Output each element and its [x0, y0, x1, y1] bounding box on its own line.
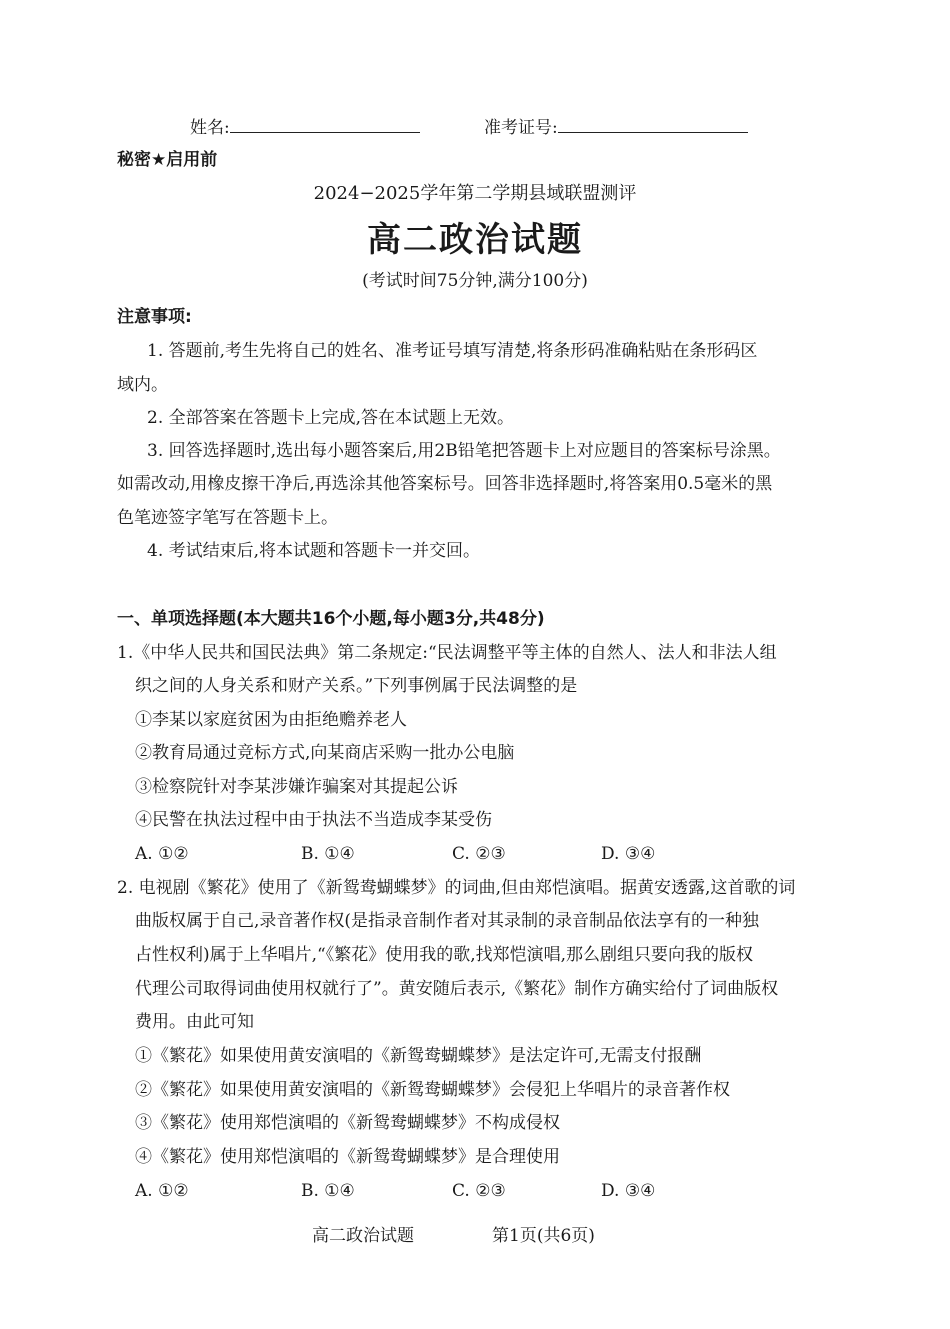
q2-statement: ③《繁花》使用郑恺演唱的《新鸳鸯蝴蝶梦》不构成侵权 — [135, 1113, 560, 1133]
id-field — [484, 116, 748, 138]
q2-stem: 占性权利)属于上华唱片,“《繁花》使用我的歌,找郑恺演唱,那么剧组只要向我的版权 — [135, 945, 754, 965]
notes-heading: 注意事项: — [117, 307, 192, 327]
q2-option: B. ①④ — [301, 1181, 355, 1201]
q1-statement: ③检察院针对李某涉嫌诈骗案对其提起公诉 — [135, 777, 458, 797]
q2-option: C. ②③ — [452, 1181, 506, 1201]
q2-option: A. ①② — [135, 1181, 189, 1201]
note-line: 1. 答题前,考生先将自己的姓名、准考证号填写清楚,将条形码准确粘贴在条形码区 — [147, 341, 758, 361]
note-line: 域内。 — [117, 375, 168, 395]
q1-option: C. ②③ — [452, 844, 506, 864]
q1-option: B. ①④ — [301, 844, 355, 864]
name-blank — [230, 116, 420, 133]
name-label: 姓名: — [190, 118, 230, 138]
page-title: 高二政治试题 — [367, 220, 583, 260]
q1-stem: 1.《中华人民共和国民法典》第二条规定:“民法调整平等主体的自然人、法人和非法人组 — [117, 643, 777, 663]
footer-page-number: 第1页(共6页) — [492, 1226, 595, 1246]
secret-mark: 秘密★启用前 — [117, 150, 218, 170]
note-line: 3. 回答选择题时,选出每小题答案后,用2B铅笔把答题卡上对应题目的答案标号涂黑。 — [147, 441, 781, 461]
q2-stem: 代理公司取得词曲使用权就行了”。黄安随后表示,《繁花》制作方确实给付了词曲版权 — [135, 979, 779, 999]
exam-time-note: (考试时间75分钟,满分100分) — [362, 271, 588, 291]
id-blank — [558, 116, 748, 133]
q2-option: D. ③④ — [601, 1181, 656, 1201]
name-field — [190, 116, 420, 138]
q2-statement: ④《繁花》使用郑恺演唱的《新鸳鸯蝴蝶梦》是合理使用 — [135, 1147, 560, 1167]
q2-stem: 2. 电视剧《繁花》使用了《新鸳鸯蝴蝶梦》的词曲,但由郑恺演唱。据黄安透露,这首歌的词 — [117, 878, 796, 898]
id-label: 准考证号: — [484, 118, 558, 138]
q1-option: A. ①② — [135, 844, 189, 864]
q2-stem: 费用。由此可知 — [135, 1012, 254, 1032]
note-line: 色笔迹签字笔写在答题卡上。 — [117, 508, 338, 528]
q2-stem: 曲版权属于自己,录音著作权(是指录音制作者对其录制的录音制品依法享有的一种独 — [135, 911, 760, 931]
footer-subject: 高二政治试题 — [312, 1226, 414, 1246]
q1-statement: ④民警在执法过程中由于执法不当造成李某受伤 — [135, 810, 492, 830]
q1-stem: 织之间的人身关系和财产关系。”下列事例属于民法调整的是 — [135, 676, 578, 696]
note-line: 4. 考试结束后,将本试题和答题卡一并交回。 — [147, 541, 481, 561]
q2-statement: ②《繁花》如果使用黄安演唱的《新鸳鸯蝴蝶梦》会侵犯上华唱片的录音著作权 — [135, 1080, 730, 1100]
section-heading: 一、单项选择题(本大题共16个小题,每小题3分,共48分) — [117, 609, 545, 629]
exam-term: 2024−2025学年第二学期县域联盟测评 — [313, 183, 637, 204]
q2-statement: ①《繁花》如果使用黄安演唱的《新鸳鸯蝴蝶梦》是法定许可,无需支付报酬 — [135, 1046, 702, 1066]
note-line: 2. 全部答案在答题卡上完成,答在本试题上无效。 — [147, 408, 515, 428]
q1-statement: ①李某以家庭贫困为由拒绝赡养老人 — [135, 710, 407, 730]
note-line: 如需改动,用橡皮擦干净后,再选涂其他答案标号。回答非选择题时,将答案用0.5毫米的黑 — [117, 474, 773, 494]
q1-option: D. ③④ — [601, 844, 656, 864]
q1-statement: ②教育局通过竞标方式,向某商店采购一批办公电脑 — [135, 743, 515, 763]
